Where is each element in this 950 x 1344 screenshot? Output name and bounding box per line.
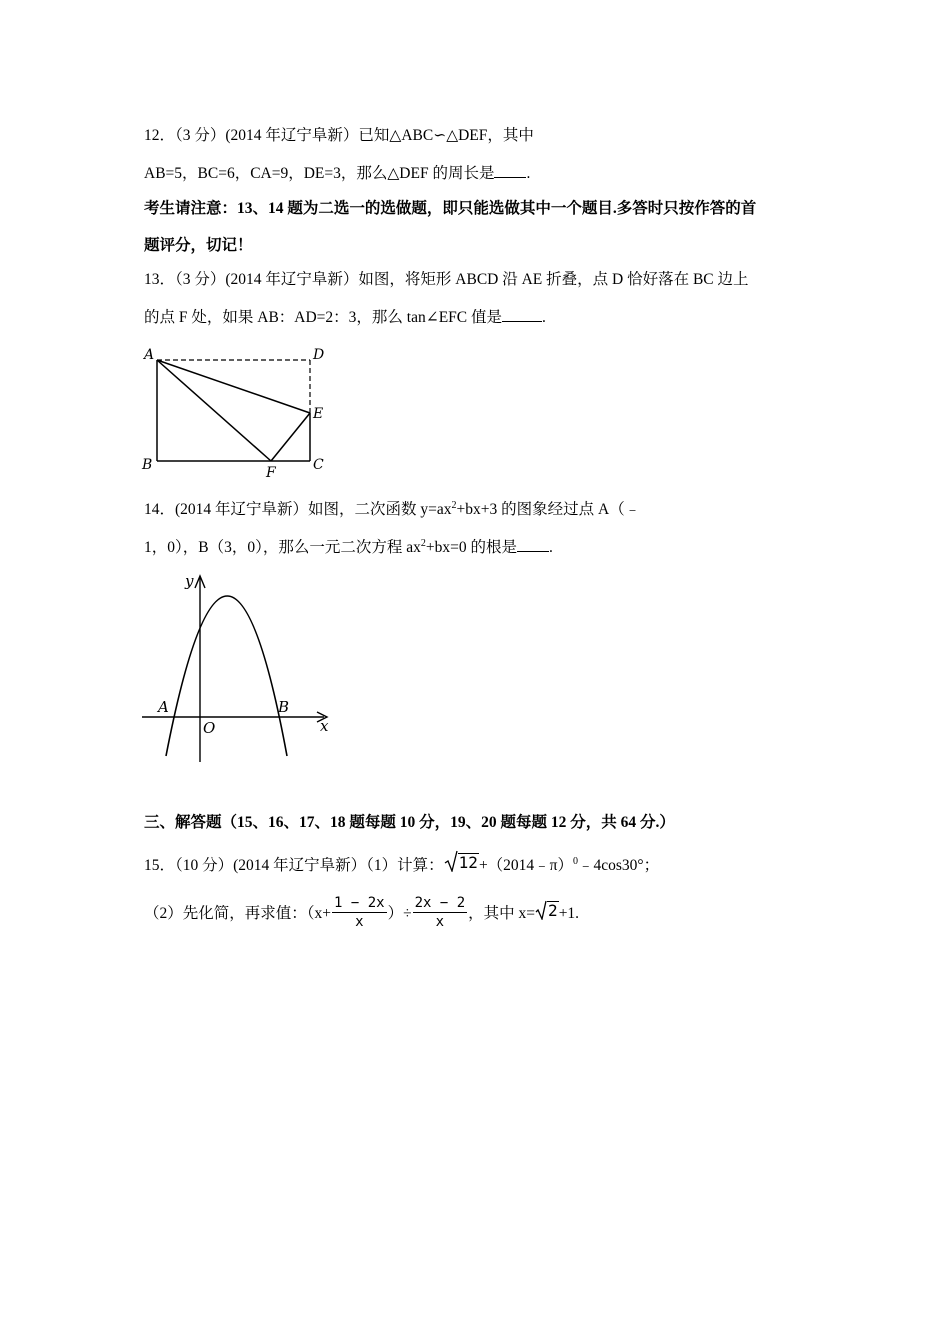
q15-part2 bbox=[144, 892, 579, 936]
label-e: E bbox=[313, 406, 324, 422]
segment-af bbox=[157, 360, 271, 461]
q14-text-c: 1，0），B（3，0），那么一元二次方程 ax bbox=[144, 539, 421, 556]
label-a: A bbox=[158, 698, 169, 716]
denominator: x bbox=[355, 913, 364, 930]
q15-part2-suffix: +1. bbox=[558, 905, 580, 922]
q14-text-a: 14．(2014 年辽宁阜新）如图，二次函数 y=ax bbox=[144, 501, 452, 518]
q15-part2-after: ，其中 x= bbox=[468, 905, 536, 922]
numerator: 2x − 2 bbox=[414, 894, 466, 911]
q15-part1-prefix: 15．（10 分）(2014 年辽宁阜新）（1）计算： bbox=[144, 857, 444, 874]
q12-line1: 12．（3 分）(2014 年辽宁阜新）已知△ABC∽△DEF，其中 bbox=[144, 127, 534, 144]
label-a: A bbox=[144, 347, 155, 363]
q15-part1-suffix: ﹣4cos30°； bbox=[578, 857, 660, 874]
q12-line2 bbox=[144, 163, 530, 184]
label-y: y bbox=[185, 572, 194, 590]
q14-line2 bbox=[144, 537, 553, 558]
segment-fe bbox=[271, 413, 310, 461]
q13-rectangle-figure bbox=[138, 340, 338, 480]
label-d: D bbox=[313, 347, 325, 363]
section3-heading: 三、解答题（15、16、17、18 题每题 10 分，19、20 题每题 12 分，共 64 分.） bbox=[144, 814, 675, 831]
fold-line-ae bbox=[157, 360, 310, 413]
label-b: B bbox=[142, 457, 153, 473]
label-c: C bbox=[313, 457, 324, 473]
q13-period: . bbox=[542, 309, 546, 326]
numerator: 1 − 2x bbox=[334, 894, 385, 911]
q15-exponent: 0 bbox=[573, 856, 579, 867]
sqrt-12 bbox=[444, 850, 479, 872]
q15-part1-mid: +（2014﹣π） bbox=[478, 857, 574, 874]
label-x: x bbox=[320, 717, 329, 735]
q15-part2-mid: ）÷ bbox=[387, 905, 412, 922]
q13-line2 bbox=[144, 307, 546, 328]
q14-exponent: 2 bbox=[420, 538, 426, 549]
label-origin: O bbox=[203, 719, 216, 737]
radical-sign-icon bbox=[444, 850, 458, 872]
q14-parabola-figure bbox=[138, 566, 338, 766]
parabola-curve bbox=[166, 596, 290, 756]
notice-line2: 题评分，切记！ bbox=[144, 237, 253, 254]
answer-blank bbox=[494, 163, 526, 178]
q14-text-b: +bx+3 的图象经过点 A（﹣ bbox=[456, 501, 641, 518]
fraction-1 bbox=[332, 894, 387, 931]
notice-line1: 考生请注意：13、14 题为二选一的选做题，即只能选做其中一个题目.多答时只按作答的首 bbox=[144, 200, 757, 217]
answer-blank bbox=[517, 537, 549, 552]
radical-sign-icon bbox=[535, 900, 547, 920]
q14-line1 bbox=[144, 500, 640, 520]
sqrt-2 bbox=[535, 900, 559, 920]
fraction-2 bbox=[413, 894, 468, 931]
q12-stem-text: AB=5，BC=6，CA=9，DE=3，那么△DEF 的周长是 bbox=[144, 165, 495, 182]
q14-period: . bbox=[548, 539, 553, 556]
radicand: 2 bbox=[548, 901, 558, 920]
q15-part1 bbox=[144, 848, 659, 876]
label-f: F bbox=[266, 465, 276, 480]
q12-period: . bbox=[526, 165, 531, 182]
q15-part2-prefix: （2）先化简，再求值：（x+ bbox=[144, 905, 331, 922]
label-b: B bbox=[278, 698, 290, 716]
q13-line1: 13．（3 分）(2014 年辽宁阜新）如图，将矩形 ABCD 沿 AE 折叠，点 D 恰好落在 BC 边上 bbox=[144, 271, 749, 288]
answer-blank bbox=[502, 307, 542, 322]
radicand: 12 bbox=[458, 853, 478, 872]
q13-stem-text: 的点 F 处，如果 AB：AD=2：3，那么 tan∠EFC 值是 bbox=[144, 309, 503, 326]
q14-exponent: 2 bbox=[451, 500, 457, 511]
denominator: x bbox=[435, 913, 445, 930]
q14-text-d: +bx=0 的根是 bbox=[425, 539, 517, 556]
